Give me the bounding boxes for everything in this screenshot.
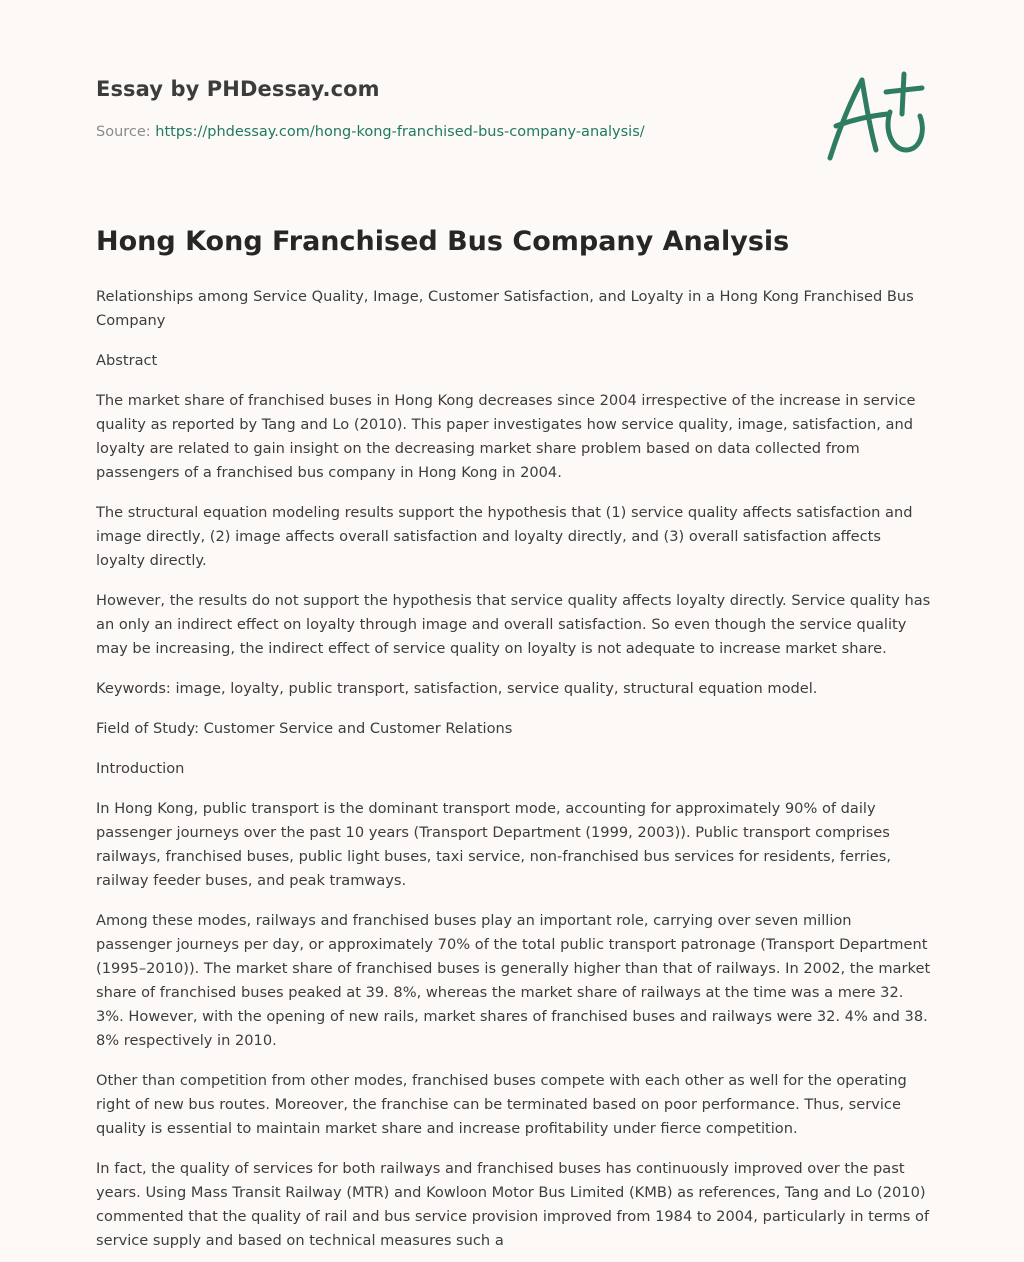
section-heading-abstract: Abstract [96,352,158,369]
essay-title: Hong Kong Franchised Bus Company Analysis [96,226,790,257]
paragraph: The structural equation modeling results support the hypothesis that (1) service quality affects satisfaction and image directly, (2) image affects overall satisfaction and loyalty directly, and (3) overall satisfaction affects loyalty directly. [96,504,913,569]
essay-subtitle: Relationships among Service Quality, Image, Customer Satisfaction, and Loyalty in a Hong Kong Franchised Bus Company [96,288,914,329]
field-of-study-line: Field of Study: Customer Service and Customer Relations [96,720,513,737]
paragraph: In Hong Kong, public transport is the dominant transport mode, accounting for approximately 90% of daily passenger journeys over the past 10 years (Transport Department (1999, 2003)). Public transport comprises railways, franchised buses, public light buses, taxi service, non-franchised bus services for residents, ferries, railway feeder buses, and peak tramways. [96,800,891,889]
brand-title: Essay by PHDessay.com [96,77,380,101]
paragraph: However, the results do not support the hypothesis that service quality affects loyalty directly. Service quality has an only an indirect effect on loyalty through image and overall satisfaction. So even though the service quality may be increasing, the indirect effect of service quality on loyalty is not adequate to increase market share. [96,592,931,657]
essay-body [96,285,932,1262]
paragraph: Among these modes, railways and franchised buses play an important role, carrying over seven million passenger journeys per day, or approximately 70% of the total public transport patronage (Transport Department (1995–2010)). The market share of franchised buses is generally higher than that of railways. In 2002, the market share of franchised buses peaked at 39. 8%, whereas the market share of railways at the time was a mere 32. 3%. However, with the opening of new rails, market shares of franchised buses and railways were 32. 4% and 38. 8% respectively in 2010. [96,912,931,1049]
keywords-line: Keywords: image, loyalty, public transport, satisfaction, service quality, structural equation model. [96,680,818,697]
section-heading-introduction: Introduction [96,760,185,777]
paragraph: Other than competition from other modes, franchised buses compete with each other as well for the operating right of new bus routes. Moreover, the franchise can be terminated based on poor performance. Thus, service quality is essential to maintain market share and increase profitability under fierce competition. [96,1072,907,1137]
source-line [96,124,645,140]
paragraph: The market share of franchised buses in Hong Kong decreases since 2004 irrespective of the increase in service quality as reported by Tang and Lo (2010). This paper investigates how service quality, image, satisfaction, and loyalty are related to gain insight on the decreasing market share problem based on data collected from passengers of a franchised bus company in Hong Kong in 2004. [96,392,916,481]
paragraph: In fact, the quality of services for both railways and franchised buses has continuously improved over the past years. Using Mass Transit Railway (MTR) and Kowloon Motor Bus Limited (KMB) as references, Tang and Lo (2010) commented that the quality of rail and bus service provision improved from 1984 to 2004, particularly in terms of service supply and based on technical measures such a [96,1160,930,1249]
source-link[interactable]: https://phdessay.com/hong-kong-franchised-bus-company-analysis/ [155,124,645,140]
a-plus-logo-icon [822,68,932,168]
source-label: Source: [96,124,151,140]
